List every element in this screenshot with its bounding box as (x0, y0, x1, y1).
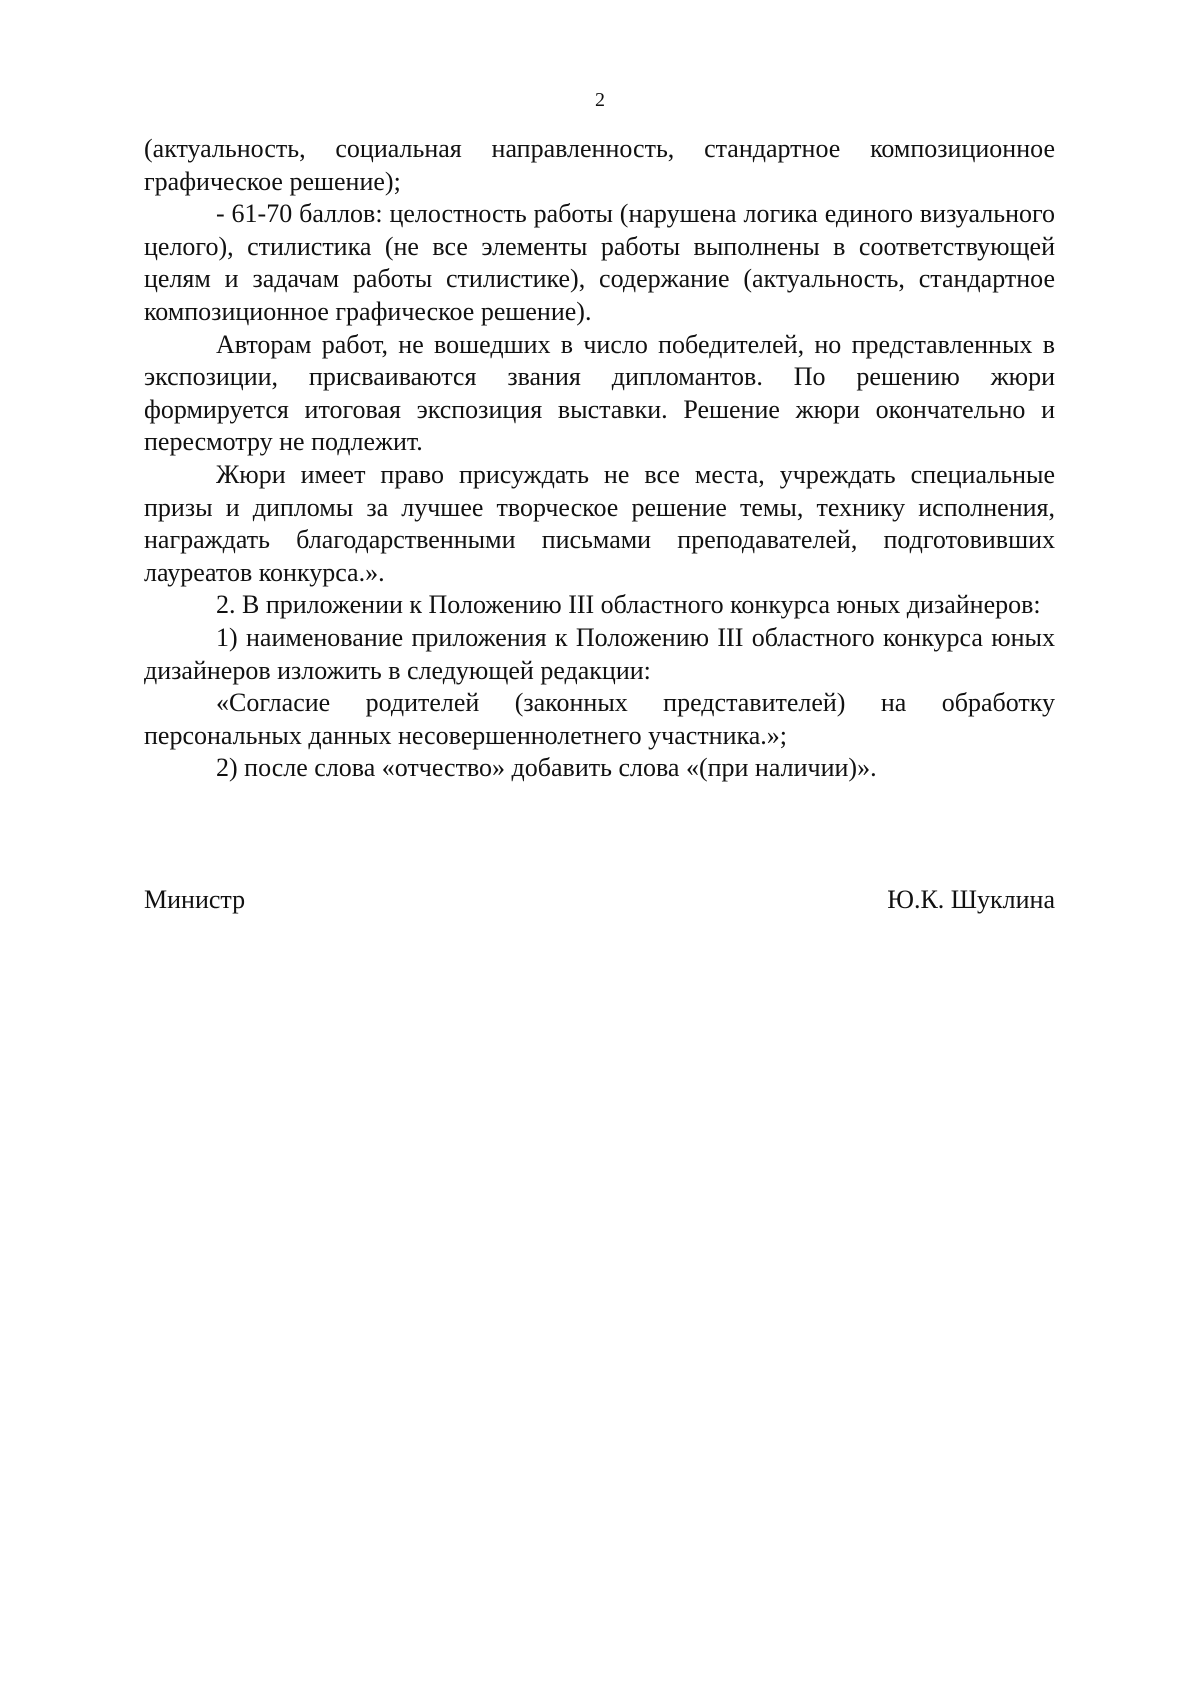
signatory-title: Министр (144, 885, 246, 914)
paragraph-consent-title: «Согласие родителей (законных представителей) на обработку персональных данных несовершеннолетнего участника.»; (144, 688, 1055, 750)
paragraph-jury-rights: Жюри имеет право присуждать не все места, учреждать специальные призы и дипломы за лучшее творческое решение темы, технику исполнения, награждать благодарственными письмами преподавателей, подготовивших лауреатов конкурса.». (144, 459, 1055, 587)
signatory-name: Ю.К. Шуклина (887, 885, 1055, 914)
paragraph-score-criteria: - 61-70 баллов: целостность работы (нарушена логика единого визуального целого), стилистика (не все элементы работы выполнены в соответствующей целям и задачам работы стилистике), содержание (актуальность, стандартное композиционное графическое решение). (144, 199, 1055, 326)
paragraph-appendix-item-2: 2) после слова «отчество» добавить слова «(при наличии)». (216, 753, 877, 783)
paragraph-appendix-heading: 2. В приложении к Положению III областного конкурса юных дизайнеров: (216, 590, 1041, 620)
document-body (144, 133, 1055, 785)
paragraph-continuation: (актуальность, социальная направленность, стандартное композиционное графическое решение); (144, 134, 1055, 196)
page-number: 2 (595, 89, 605, 111)
paragraph-diploma-winners: Авторам работ, не вошедших в число победителей, но представленных в экспозиции, присваиваются звания дипломантов. По решению жюри формируется итоговая экспозиция выставки. Решение жюри окончательно и пересмотру не подлежит. (144, 329, 1055, 457)
paragraph-appendix-item-1: 1) наименование приложения к Положению III областного конкурса юных дизайнеров изложить в следующей редакции: (144, 622, 1055, 685)
